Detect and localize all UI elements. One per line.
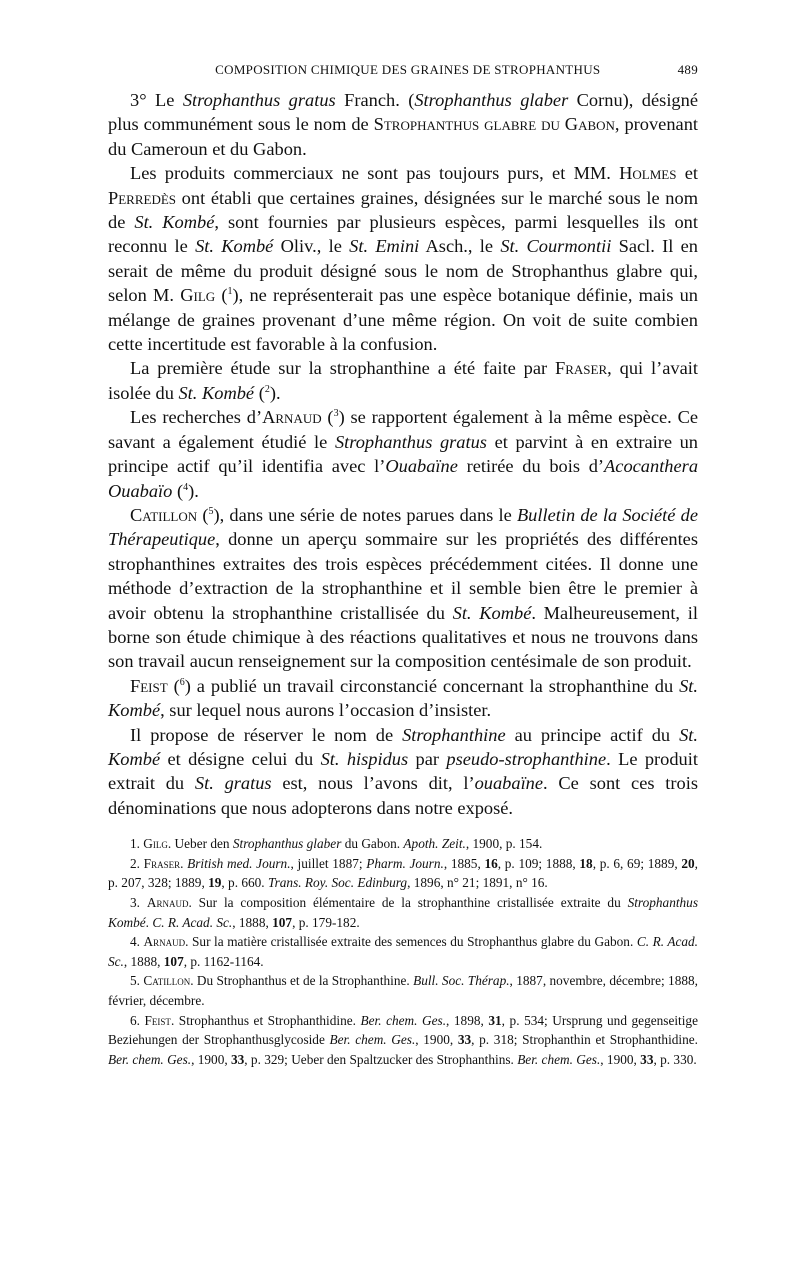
paragraph xyxy=(108,161,698,356)
text-run: , p. 207, 328; 1889, xyxy=(108,855,698,891)
text-run: Oliv., le xyxy=(273,236,350,257)
text-run: Fraser xyxy=(555,358,608,379)
text-run: ont établi que certaines graines, désignées sur le marché sous le nom de xyxy=(108,187,698,233)
text-run: 5. xyxy=(130,973,144,989)
footnote xyxy=(108,932,698,971)
text-run: Strophanthus glabre du Gabon xyxy=(373,114,615,135)
text-run: Ber. chem. Ges. xyxy=(108,1051,192,1067)
text-run: Gilg xyxy=(180,285,216,306)
text-run: , 1888, xyxy=(232,914,273,930)
text-run: 3. xyxy=(130,894,147,910)
text-run: , sont fournies par plusieurs espèces, parmi lesquelles ils ont reconnu le xyxy=(108,212,698,257)
text-run: 33 xyxy=(640,1051,654,1067)
text-run: . Sur la composition élémentaire de la strophanthine cristallisée extraite du xyxy=(188,894,628,910)
text-run: ) se rapportent également à la même espèce. Ce savant a également étudié le xyxy=(108,407,698,452)
text-run: Acocanthera Ouabaïo xyxy=(108,456,699,501)
text-run: C. R. Acad. Sc. xyxy=(152,914,233,930)
text-run: , 1888, xyxy=(123,953,164,969)
text-run: 3° Le xyxy=(130,90,183,110)
text-run: , 1900, xyxy=(415,1032,458,1048)
text-run: , 1900, p. 154. xyxy=(465,836,543,852)
text-run: Feist xyxy=(144,1012,171,1028)
text-run: , 1896, n° 21; 1891, n° 16. xyxy=(407,875,548,891)
text-run: Feist xyxy=(130,675,168,696)
text-run: , juillet 1887; xyxy=(290,855,367,871)
text-run: . Ce sont ces trois dénominations que nous adopterons dans notre exposé. xyxy=(108,773,698,818)
text-run: Strophanthus gratus xyxy=(334,431,487,452)
text-run: ), ne représenterait pas une espèce botanique définie, mais un mélange de graines provenant d’une même région. On voit de suite combien cette incertitude est favorable à la confusion. xyxy=(108,285,698,355)
text-run: Ouabaïne xyxy=(385,456,458,477)
text-run: , 1887, novembre, décembre; 1888, février, décembre. xyxy=(108,973,698,1008)
text-run: , p. 329; Ueber den Spaltzucker des Strophanthins. xyxy=(244,1051,518,1067)
text-run: pseudo-strophanthine xyxy=(446,748,607,769)
text-run: St. Kombé xyxy=(452,602,532,623)
text-run: du Gabon. xyxy=(341,836,404,852)
text-run: ( xyxy=(172,480,184,501)
text-run: Catillon xyxy=(130,504,198,525)
text-run: , 1885, xyxy=(443,855,485,871)
text-run: Arnaud xyxy=(143,934,186,950)
paragraph xyxy=(108,356,698,405)
text-run: Arnaud xyxy=(146,894,189,910)
text-run: 4. xyxy=(130,934,144,950)
text-run: . xyxy=(145,914,153,930)
text-run: Il propose de réserver le nom de xyxy=(130,724,403,745)
page-number: 489 xyxy=(677,62,698,77)
text-run: . Strophanthus et Strophanthidine. xyxy=(170,1012,361,1028)
paragraph xyxy=(108,674,698,723)
text-run: St. Courmontii xyxy=(500,236,612,257)
text-run: La première étude sur la strophanthine a été faite par xyxy=(130,358,555,379)
text-run: Arnaud xyxy=(262,407,322,428)
text-run: Franch. ( xyxy=(335,90,415,110)
text-run: 6 xyxy=(179,676,185,688)
text-run: est, nous l’avons dit, l’ xyxy=(271,773,475,794)
text-run: Catillon xyxy=(143,973,191,989)
text-run: Sacl. Il en serait de même du produit désigné sous le nom de Strophanthus glabre qui, selon M. xyxy=(108,236,698,306)
text-run: , p. 660. xyxy=(221,875,268,891)
text-run: par xyxy=(408,748,447,769)
paragraph xyxy=(108,503,698,674)
text-run: ) a publié un travail circonstancié concernant la strophanthine du xyxy=(184,675,680,696)
text-run: , qui l’avait isolée du xyxy=(108,358,698,403)
text-run: . Le produit extrait du xyxy=(108,748,698,794)
paragraph xyxy=(108,723,698,821)
text-run: , p. 179-182. xyxy=(292,914,360,930)
text-run: 5 xyxy=(208,505,214,517)
text-run: , p. 109; 1888, xyxy=(497,855,580,871)
paragraph xyxy=(108,405,698,503)
text-run: , donne un aperçu sommaire sur les propriétés des différentes strophanthines extraites des trois espèces précédemment citées. Il donne une méthode d’extraction de la strophanthine et il semble bien être le premier à avoir obtenu la strophanthine cristallisée du xyxy=(108,529,698,623)
text-run: Ber. chem. Ges. xyxy=(360,1012,447,1028)
text-run: Asch., le xyxy=(419,236,501,257)
footnote xyxy=(108,854,698,893)
text-run: Strophanthus Kombé xyxy=(108,894,699,930)
text-run: St. Kombé xyxy=(178,382,255,403)
text-run: ( xyxy=(197,504,209,525)
text-run: 19 xyxy=(208,875,222,891)
text-run: 4 xyxy=(183,481,189,493)
text-run: , p. 534; Ursprung und gegenseitige Beziehungen der Strophanthusglycoside xyxy=(108,1012,698,1048)
text-run: 33 xyxy=(457,1032,472,1048)
text-run: Trans. Roy. Soc. Edinburg xyxy=(267,875,408,891)
text-run: Les produits commerciaux ne sont pas toujours purs, et MM. xyxy=(130,163,620,184)
text-run: 6. xyxy=(130,1012,145,1028)
text-run: St. Kombé xyxy=(134,212,215,233)
text-run: Strophanthus glaber xyxy=(414,90,569,110)
text-run: 33 xyxy=(230,1051,245,1067)
text-run: et xyxy=(676,163,698,184)
footnotes xyxy=(108,834,698,1069)
text-run: , 1900, xyxy=(600,1051,641,1067)
document-page xyxy=(108,62,698,1069)
text-run: ). xyxy=(269,382,281,403)
text-run: 107 xyxy=(272,914,293,930)
text-run: . Sur la matière cristallisée extraite des semences du Strophanthus glabre du Gabon. xyxy=(185,934,637,950)
text-run: Fraser xyxy=(143,855,181,871)
text-run: 16 xyxy=(484,855,498,871)
text-run: British med. Journ. xyxy=(187,855,291,871)
text-run: , p. 1162-1164. xyxy=(183,953,264,969)
text-run: , 1898, xyxy=(446,1012,489,1028)
text-run: ( xyxy=(321,407,334,428)
text-run: . Du Strophanthus et de la Strophanthine. xyxy=(190,973,414,989)
running-title: COMPOSITION CHIMIQUE DES GRAINES DE STROPHANTHUS xyxy=(215,62,601,77)
text-run: , p. 330. xyxy=(653,1051,697,1067)
text-run: Holmes xyxy=(619,163,677,184)
text-run: Bull. Soc. Thérap. xyxy=(413,973,510,989)
text-run: Cornu), désigné plus communément sous le nom de xyxy=(108,90,698,135)
text-run: , sur lequel nous aurons l’occasion d’insister. xyxy=(160,700,492,721)
text-run: St. Emini xyxy=(349,236,420,257)
text-run: , 1900, xyxy=(191,1051,231,1067)
text-run: Ber. chem. Ges. xyxy=(517,1051,601,1067)
text-run: Apoth. Zeit. xyxy=(403,836,466,852)
text-run: retirée du bois d’ xyxy=(457,456,605,477)
footnote xyxy=(108,834,698,854)
text-run: 18 xyxy=(579,855,593,871)
text-run: ( xyxy=(167,675,180,696)
text-run: Pharm. Journ. xyxy=(366,855,444,871)
text-run: 2. xyxy=(130,855,144,871)
text-run: et désigne celui du xyxy=(160,748,321,769)
text-run: Gilg xyxy=(143,836,168,852)
text-run: Strophanthine xyxy=(402,724,506,745)
body-text xyxy=(108,88,698,820)
text-run: . Malheureusement, il borne son étude chimique à des réactions qualitatives et nous ne trouvons dans son travail aucun renseignement sur la composition centésimale de son produit. xyxy=(108,602,698,672)
text-run: , provenant du Cameroun et du Gabon. xyxy=(108,114,698,159)
text-run: 31 xyxy=(488,1012,502,1028)
text-run: Strophanthus glaber xyxy=(232,836,342,852)
text-run: et parvint à en extraire un principe actif qu’il identifia avec l’ xyxy=(108,431,699,477)
text-run: Strophanthus gratus xyxy=(182,90,336,110)
text-run: 1. xyxy=(130,836,144,852)
text-run: . Ueber den xyxy=(167,836,233,852)
text-run: ), dans une série de notes parues dans le xyxy=(213,504,517,525)
text-run: , p. 318; Strophanthin et Strophanthidine. xyxy=(471,1032,698,1048)
text-run: 3 xyxy=(333,408,339,420)
text-run: St. gratus xyxy=(194,773,272,794)
text-run: 20 xyxy=(681,855,695,871)
text-run: 1 xyxy=(227,286,233,298)
text-run: Perredès xyxy=(108,187,177,208)
running-header xyxy=(108,62,698,78)
text-run: ( xyxy=(254,382,265,403)
footnote xyxy=(108,1011,698,1070)
text-run: St. Kombé xyxy=(108,675,698,721)
paragraph xyxy=(108,88,698,161)
text-run: St. Kombé xyxy=(108,724,698,769)
text-run: C. R. Acad. Sc. xyxy=(108,934,698,969)
footnote xyxy=(108,893,698,932)
text-run: Bulletin de la Société de Thérapeutique xyxy=(108,504,698,550)
text-run: St. hispidus xyxy=(320,748,409,769)
text-run: ouabaïne xyxy=(474,773,544,794)
text-run: ). xyxy=(188,480,199,501)
text-run: St. Kombé xyxy=(195,236,274,257)
text-run: Les recherches d’ xyxy=(130,407,263,428)
text-run: . xyxy=(180,855,188,871)
text-run: au principe actif du xyxy=(505,724,680,745)
text-run: ( xyxy=(215,285,228,306)
footnote xyxy=(108,971,698,1010)
text-run: 2 xyxy=(264,383,270,395)
text-run: 107 xyxy=(163,953,184,969)
text-run: , p. 6, 69; 1889, xyxy=(592,855,682,871)
text-run: Ber. chem. Ges. xyxy=(329,1032,416,1048)
